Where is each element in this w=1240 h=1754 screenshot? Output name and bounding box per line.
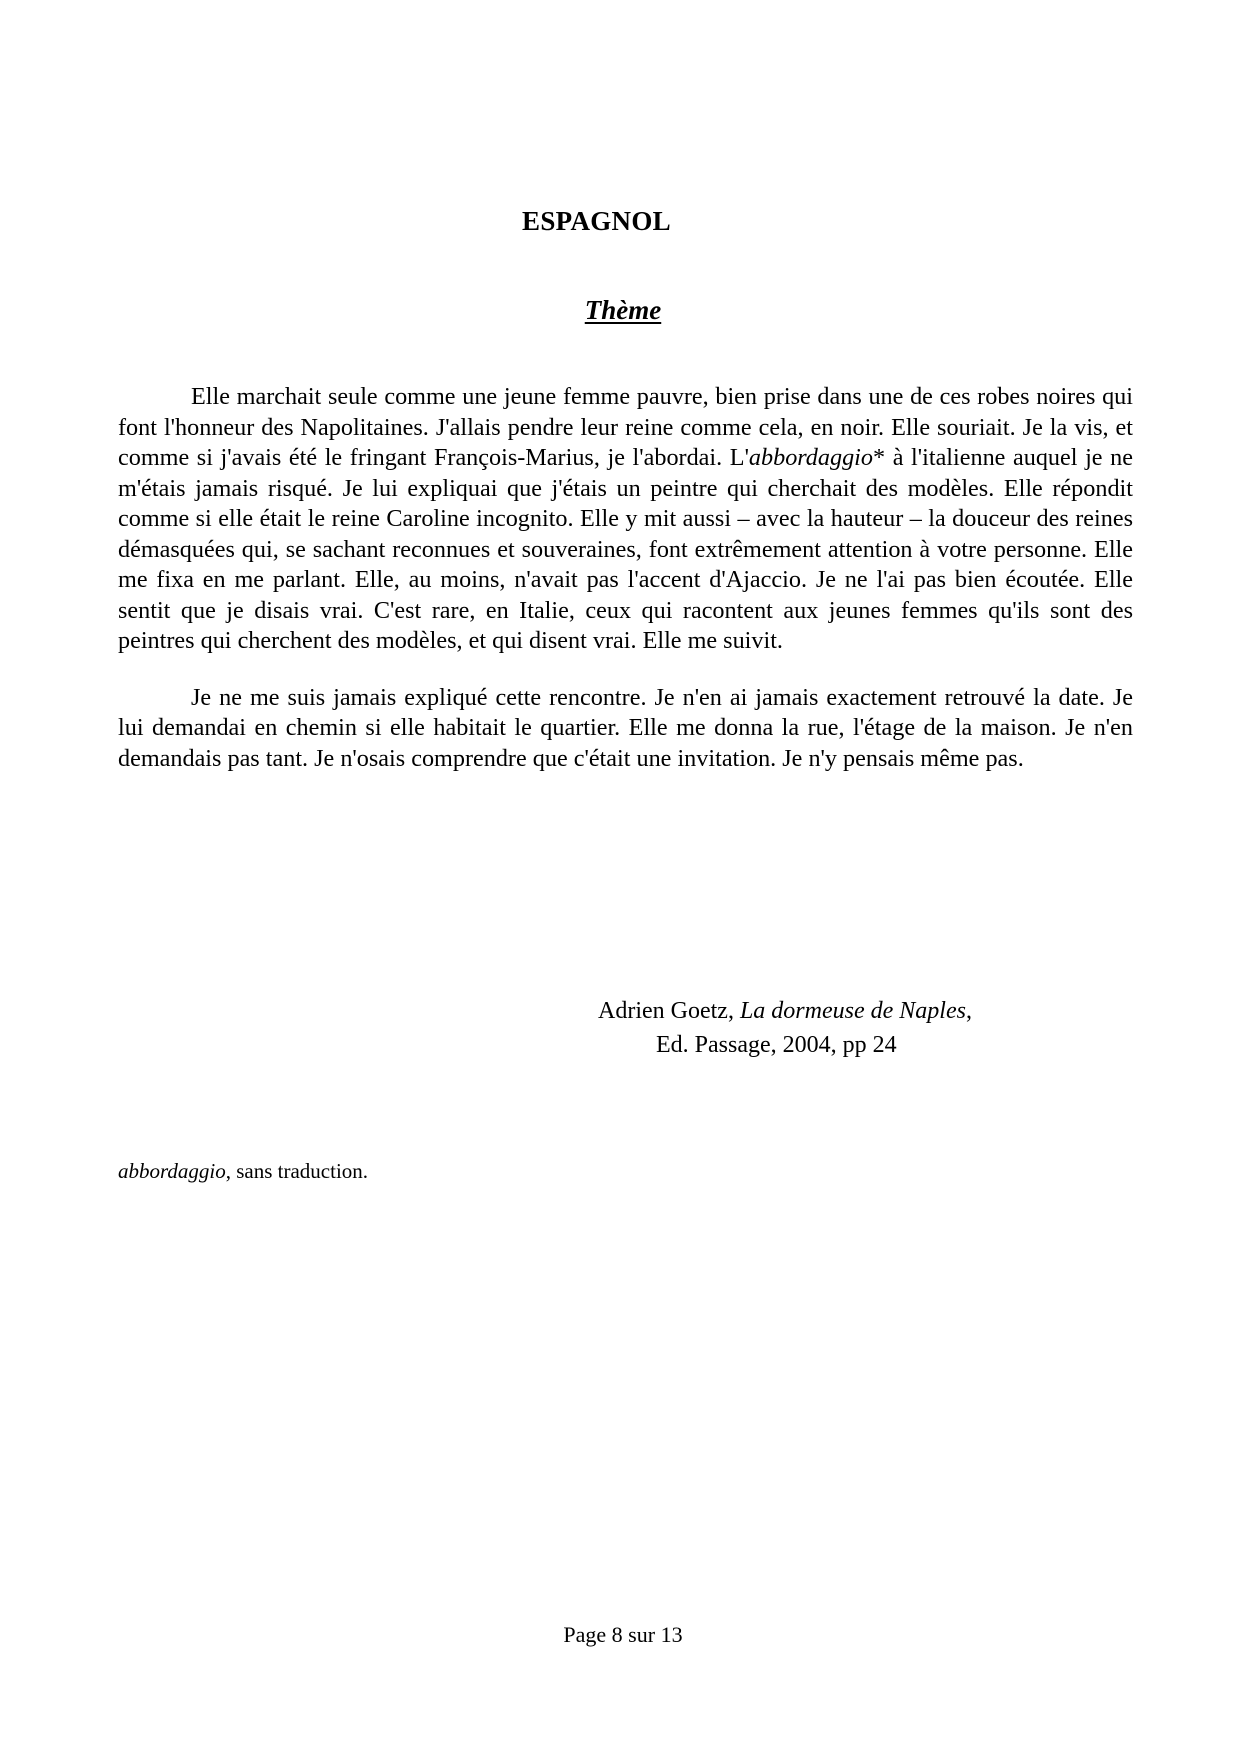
citation-comma: ,: [965, 998, 972, 1024]
text-body: [118, 382, 1133, 774]
paragraph-1: [118, 382, 1133, 657]
paragraph-2: Je ne me suis jamais expliqué cette rencontre. Je n'en ai jamais exactement retrouvé la date. Je lui demandai en chemin si elle habitait le quartier. Elle me donna la rue, l'étage de la maison. Je n'en demandais pas tant. Je n'osais comprendre que c'était une invitation. Je n'y pensais même pas.: [118, 683, 1133, 772]
citation-author: Adrien Goetz,: [598, 998, 740, 1024]
paragraph-1-part-a: Elle marchait seule comme une jeune femme pauvre, bien prise dans une de ces robes noires qui font l'honneur des Napolitaines. J'allais pendre leur reine comme cela, en noir. Elle souriait. Je la vis, et comme si j'avais été le fringant François-Marius, je l'abordai. L': [118, 383, 1133, 471]
footnote-term: abbordaggio: [118, 1159, 226, 1183]
paragraph-1-part-b: * à l'italienne auquel je ne m'étais jamais risqué. Je lui expliquai que j'étais un peintre qui cherchait des modèles. Elle répondit comme si elle était le reine Caroline incognito. Elle y mit aussi – avec la hauteur – la douceur des reines démasquées qui, se sachant reconnues et souveraines, font extrêmement attention à votre personne. Elle me fixa en me parlant. Elle, au moins, n'avait pas l'accent d'Ajaccio. Je ne l'ai pas bien écoutée. Elle sentit que je disais vrai. C'est rare, en Italie, ceux qui racontent aux jeunes femmes qu'ils sont des peintres qui cherchent des modèles, et qui disent vrai. Elle me suivit.: [118, 444, 1133, 654]
footnote-text: , sans traduction.: [225, 1159, 369, 1183]
page-number: Page 8 sur 13: [563, 1622, 683, 1647]
citation-book-title: La dormeuse de Naples: [739, 998, 966, 1024]
citation-line-1: [598, 994, 1018, 1028]
citation-publisher: Ed. Passage, 2004, pp 24: [656, 1032, 897, 1058]
footnote: [118, 1158, 368, 1184]
paragraph-1-italic-term: abbordaggio: [748, 444, 874, 471]
section-subtitle: Thème: [584, 295, 662, 325]
citation: [598, 994, 1018, 1062]
page-title: ESPAGNOL: [522, 206, 671, 236]
